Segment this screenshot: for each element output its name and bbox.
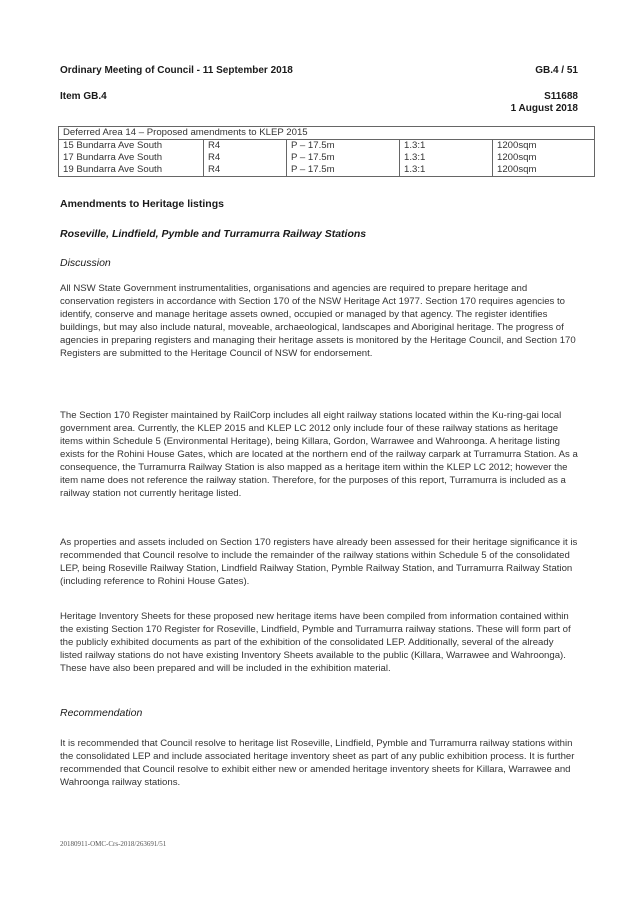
table-row (59, 152, 595, 164)
document-footer: 20180911-OMC-Crs-2018/263691/51 (60, 840, 167, 848)
discussion-paragraph: As properties and assets included on Section 170 registers have already been assessed for their heritage significance it is recommended that Council resolve to include the remainder of the railway stations within Schedule 5 of the consolidated LEP, being Roseville Railway Station, Lindfield Railway Station, Pymble Railway Station, and Turramurra Railway Station (including reference to Rohini House Gates). (60, 537, 578, 587)
fsr-cell: 1.3:1 (400, 152, 493, 164)
report-date: 1 August 2018 (510, 103, 578, 114)
item-header (60, 91, 578, 102)
height-cell: P – 17.5m (287, 164, 400, 177)
address-cell: 19 Bundarra Ave South (59, 164, 204, 177)
table-row (59, 164, 595, 177)
fsr-cell: 1.3:1 (400, 140, 493, 153)
section-heading: Amendments to Heritage listings (60, 198, 224, 210)
table-row (59, 140, 595, 153)
table-title: Deferred Area 14 – Proposed amendments to KLEP 2015 (59, 127, 595, 140)
address-cell: 15 Bundarra Ave South (59, 140, 204, 153)
discussion-heading: Discussion (60, 257, 111, 269)
lot-size-cell: 1200sqm (493, 164, 595, 177)
page-header (60, 65, 578, 76)
document-reference: S11688 (544, 91, 578, 102)
recommendation-heading: Recommendation (60, 707, 143, 719)
zone-cell: R4 (204, 152, 287, 164)
table-title-row (59, 127, 595, 140)
fsr-cell: 1.3:1 (400, 164, 493, 177)
discussion-paragraph: All NSW State Government instrumentalities, organisations and agencies are required to prepare heritage and conservation registers in accordance with Section 170 of the NSW Heritage Act 1977. Section 170 requires agencies to identify, conserve and manage heritage assets owned, occupied or managed by that agency. The register identifies buildings, but may also include natural, moveable, archaeological, landscapes and Aboriginal heritage. The progress of agencies in preparing registers and managing their heritage assets is monitored by the Heritage Council, and Section 170 Registers are submitted to the Heritage Council of NSW for endorsement. (60, 283, 576, 359)
height-cell: P – 17.5m (287, 152, 400, 164)
address-cell: 17 Bundarra Ave South (59, 152, 204, 164)
subsection-heading: Roseville, Lindfield, Pymble and Turramurra Railway Stations (60, 228, 367, 240)
discussion-paragraph: Heritage Inventory Sheets for these proposed new heritage items have been compiled from information contained within the existing Section 170 Register for Roseville, Lindfield, Pymble and Turramurra railway stations. These will form part of the publicly exhibited documents as part of the exhibition of the consolidated LEP. Additionally, several of the already listed railway stations do not have existing Inventory Sheets available to the public (Killara, Warrawee and Wahroonga). These have also been prepared and will be included in the exhibition material. (60, 611, 571, 674)
amendments-table (58, 126, 595, 177)
discussion-paragraph: The Section 170 Register maintained by RailCorp includes all eight railway stations located within the Ku-ring-gai local government area. Currently, the KLEP 2015 and KLEP LC 2012 only include four of these railway stations as heritage items within Schedule 5 (Environmental Heritage), being Killara, Gordon, Warrawee and Wahroonga. A heritage listing exists for the Rohini House Gates, which are located at the northern end of the railway carpark at Turramurra Station. As a consequence, the Turramurra Railway Station is also mapped as a heritage item within the KLEP LC 2012; however the item name does not reference the railway station. Therefore, for the purposes of this report, Turramurra is included as a railway station not currently heritage listed. (60, 410, 578, 499)
lot-size-cell: 1200sqm (493, 152, 595, 164)
item-label: Item GB.4 (60, 91, 107, 102)
height-cell: P – 17.5m (287, 140, 400, 153)
zone-cell: R4 (204, 140, 287, 153)
lot-size-cell: 1200sqm (493, 140, 595, 153)
zone-cell: R4 (204, 164, 287, 177)
meeting-title: Ordinary Meeting of Council - 11 September 2018 (60, 65, 293, 76)
page-reference: GB.4 / 51 (535, 65, 578, 76)
recommendation-paragraph: It is recommended that Council resolve to heritage list Roseville, Lindfield, Pymble and Turramurra railway stations within the consolidated LEP and include associated heritage inventory sheet as part of any public exhibition process. It is further recommended that Council resolve to exhibit either new or amended heritage inventory sheets for Killara, Warrawee and Wahroonga railway stations. (60, 738, 575, 788)
